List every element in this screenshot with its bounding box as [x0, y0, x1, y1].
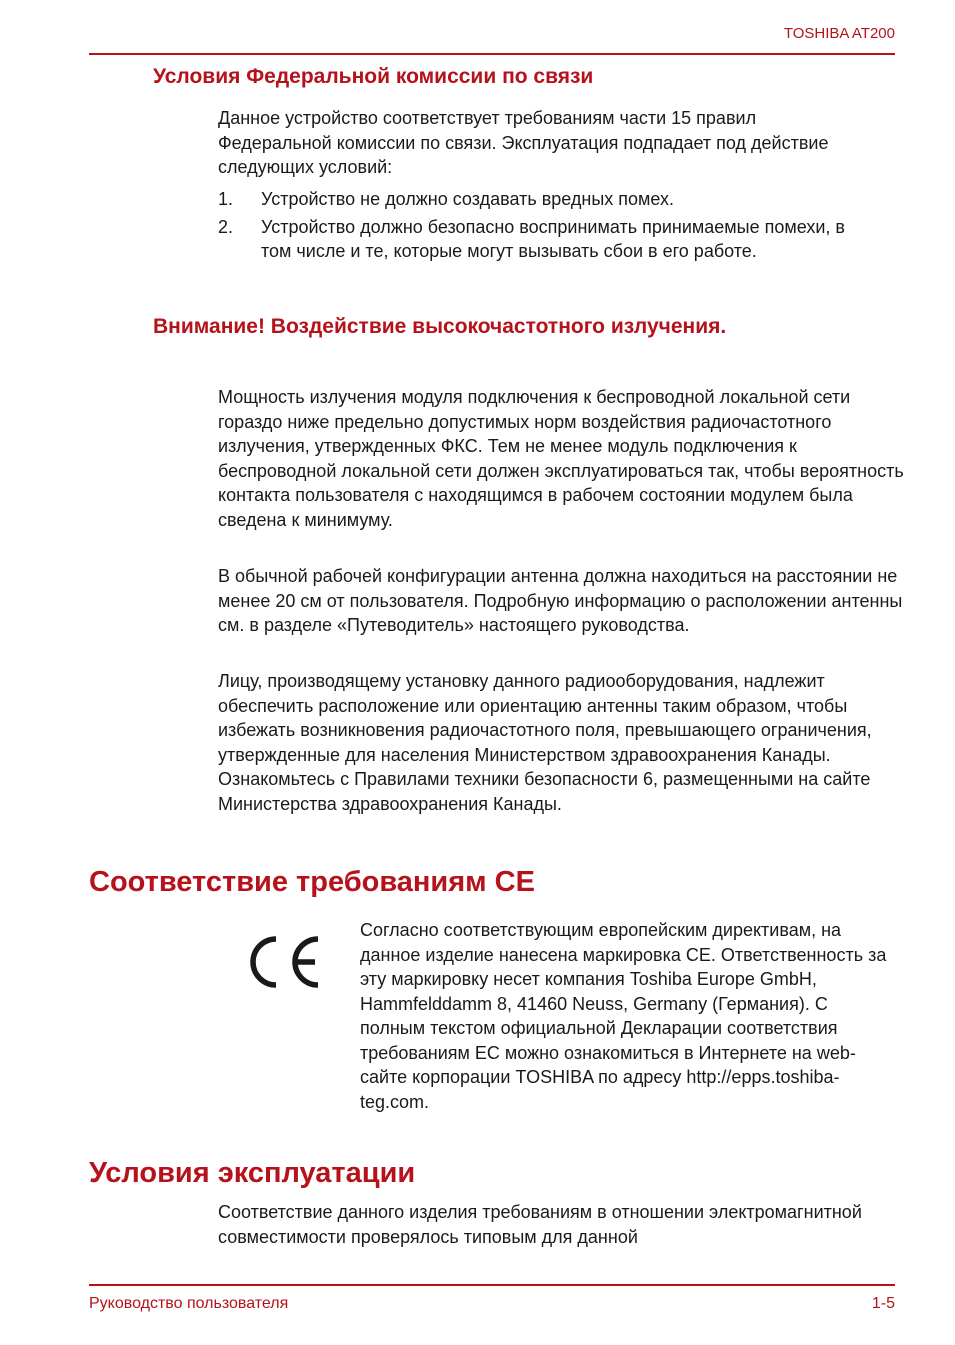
rf-paragraph-1: Мощность излучения модуля подключения к беспроводной локальной сети гораздо ниже предельно допустимых норм воздействия радиочастотного излучения, утвержденных ФКС. Тем не менее модуль подключения к беспроводной локальной сети должен эксплуатироваться так, чтобы вероятность контакта пользователя с находящимся в рабочем состоянии модулем была сведена к минимуму.: [218, 387, 904, 530]
rf-paragraph-3: Лицу, производящему установку данного радиооборудования, надлежит обеспечить расположение или ориентацию антенны таким образом, чтобы избежать возникновения радиочастотного поля, превышающего ограничения, утвержденные для населения Министерством здравоохранения Канады. Ознакомьтесь с Правилами техники безопасности 6, размещенными на сайте Министерства здравоохранения Канады.: [218, 671, 872, 814]
operation-text: Соответствие данного изделия требованиям в отношении электромагнитной совместимости проверялось типовым для данной: [218, 1202, 862, 1247]
ce-mark-logo: [244, 934, 324, 990]
rf-paragraph-2: В обычной рабочей конфигурации антенна должна находиться на расстоянии не менее 20 см от пользователя. Подробную информацию о расположении антенны см. в разделе «Путеводитель» настоящего руководства.: [218, 566, 903, 635]
fcc-intro: Данное устройство соответствует требованиям части 15 правил Федеральной комиссии по связи. Эксплуатация подпадает под действие следующих условий:: [218, 108, 829, 177]
list-item: [218, 215, 858, 264]
footer-rule: [89, 1284, 895, 1286]
list-item-number: 1.: [218, 189, 234, 209]
footer-manual-title: Руководство пользователя: [89, 1295, 289, 1312]
list-item-text: Устройство не должно создавать вредных помех.: [261, 189, 675, 209]
list-item-text: Устройство должно безопасно воспринимать принимаемые помехи, в том числе и те, которые могут вызывать сбои в его работе.: [261, 216, 845, 261]
list-item: [218, 187, 858, 212]
operation-heading: Условия эксплуатации: [89, 1157, 416, 1189]
fcc-heading: Условия Федеральной комиссии по связи: [153, 65, 594, 88]
fcc-list: [218, 187, 858, 267]
page-number: 1-5: [871, 1295, 895, 1312]
header-title: TOSHIBA AT200: [783, 25, 895, 42]
ce-heading: Соответствие требованиям CE: [89, 866, 535, 898]
rf-heading: Внимание! Воздействие высокочастотного излучения.: [153, 315, 727, 338]
header-rule: [89, 53, 895, 55]
list-item-number: 2.: [218, 216, 234, 237]
ce-text: Согласно соответствующим европейским директивам, на данное изделие нанесена маркировка CE. Ответственность за эту маркировку несет компания Toshiba Europe GmbH, Hammfelddamm 8, 41460 Neuss, Germany (Германия). С полным текстом официальной Декларации соответствия требованиям ЕС можно ознакомиться в Интернете на web-сайте корпорации TOSHIBA по адресу http://epps.toshiba-teg.com.: [360, 920, 887, 1112]
